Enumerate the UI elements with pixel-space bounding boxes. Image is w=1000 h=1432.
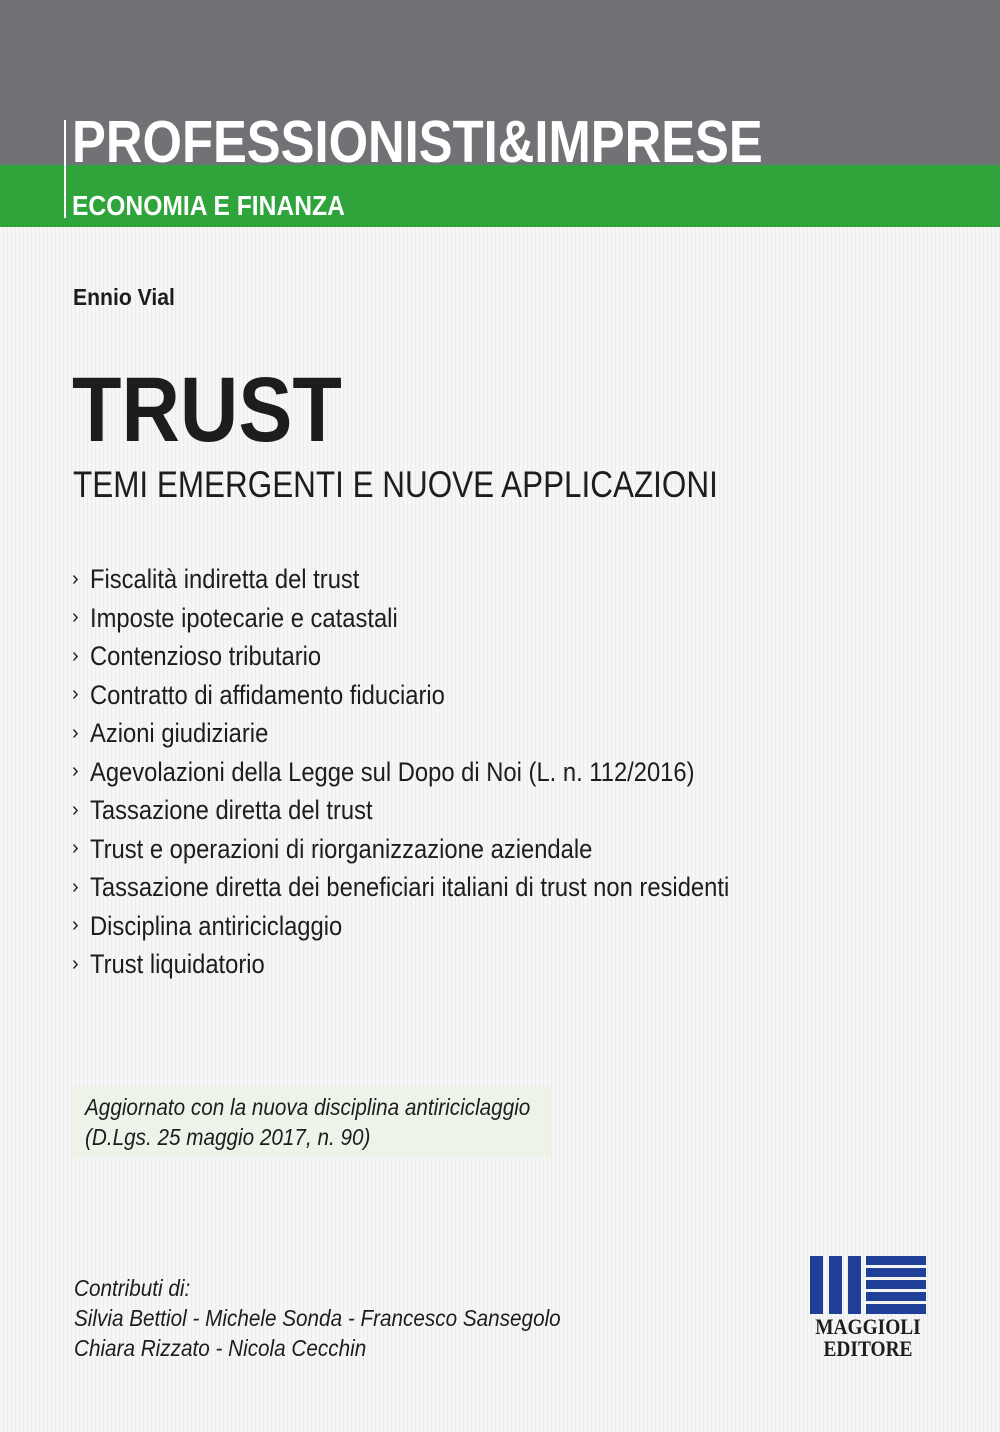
logo-bar	[810, 1256, 823, 1314]
topic-label: Trust liquidatorio	[90, 949, 265, 980]
topic-label: Azioni giudiziarie	[90, 718, 269, 749]
chevron-right-icon: ›	[72, 837, 79, 860]
topic-item	[72, 599, 816, 638]
topic-label: Trust e operazioni di riorganizzazione aziendale	[90, 833, 593, 864]
topic-item	[72, 676, 816, 715]
update-note-line: Aggiornato con la nuova disciplina antiriciclaggio	[85, 1094, 531, 1120]
book-title: TRUST	[72, 359, 342, 461]
logo-bar	[848, 1256, 861, 1314]
topic-label: Disciplina antiriciclaggio	[90, 910, 343, 941]
topic-label: Tassazione diretta dei beneficiari italiani di trust non residenti	[90, 872, 730, 903]
publisher-name: EDITORE	[823, 1336, 913, 1361]
author-name: Ennio Vial	[73, 284, 175, 310]
chevron-right-icon: ›	[72, 798, 79, 821]
chevron-right-icon: ›	[72, 952, 79, 975]
publisher-logo	[806, 1252, 930, 1362]
chevron-right-icon: ›	[72, 914, 79, 937]
logo-stripe	[866, 1304, 926, 1314]
chevron-right-icon: ›	[72, 567, 79, 590]
chevron-right-icon: ›	[72, 606, 79, 629]
topic-item	[72, 830, 816, 869]
topic-item	[72, 560, 816, 599]
topic-item	[72, 714, 816, 753]
topic-item	[72, 868, 816, 907]
series-rule	[64, 120, 66, 218]
logo-bar	[829, 1256, 842, 1314]
topic-item	[72, 637, 816, 676]
topic-label: Fiscalità indiretta del trust	[90, 564, 360, 595]
topic-item	[72, 907, 816, 946]
logo-stripe	[866, 1280, 926, 1289]
series-subtitle: ECONOMIA E FINANZA	[72, 190, 345, 221]
contributors-names: Silvia Bettiol - Michele Sonda - Francesco Sansegolo	[74, 1305, 561, 1331]
topic-item	[72, 791, 816, 830]
topic-label: Contratto di affidamento fiduciario	[90, 679, 445, 710]
chevron-right-icon: ›	[72, 760, 79, 783]
book-subtitle: TEMI EMERGENTI E NUOVE APPLICAZIONI	[73, 464, 718, 505]
update-note-box	[72, 1086, 551, 1158]
topic-item	[72, 945, 816, 984]
chevron-right-icon: ›	[72, 875, 79, 898]
maggioli-logo-icon	[806, 1252, 930, 1316]
contributors-label: Contributi di:	[74, 1275, 191, 1301]
topic-label: Tassazione diretta del trust	[90, 795, 373, 826]
topic-label: Imposte ipotecarie e catastali	[90, 602, 398, 633]
logo-stripe	[866, 1292, 926, 1301]
chevron-right-icon: ›	[72, 644, 79, 667]
logo-stripe	[866, 1268, 926, 1277]
topic-label: Contenzioso tributario	[90, 641, 322, 672]
contributors-names: Chiara Rizzato - Nicola Cecchin	[74, 1335, 367, 1361]
series-title: PROFESSIONISTI&IMPRESE	[72, 109, 763, 175]
topic-item	[72, 753, 816, 792]
chevron-right-icon: ›	[72, 683, 79, 706]
logo-stripe	[866, 1256, 926, 1265]
update-note-reference: (D.Lgs. 25 maggio 2017, n. 90)	[85, 1124, 371, 1150]
topic-label: Agevolazioni della Legge sul Dopo di Noi (L. n. 112/2016)	[90, 756, 695, 787]
topic-list	[72, 560, 816, 984]
publisher-name: MAGGIOLI	[815, 1314, 921, 1339]
chevron-right-icon: ›	[72, 721, 79, 744]
